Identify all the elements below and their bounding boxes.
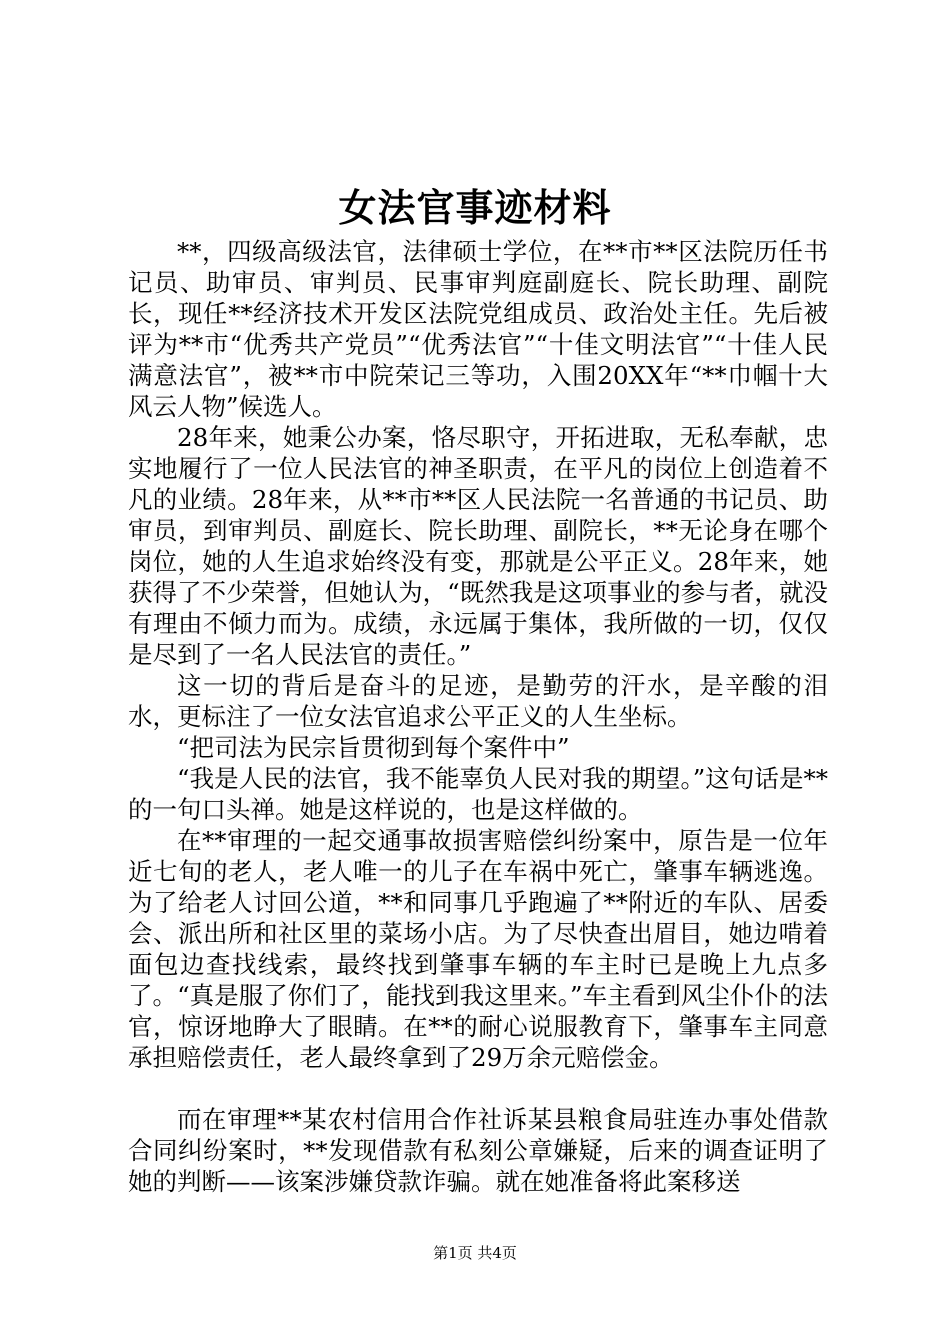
section-heading: “把司法为民宗旨贯彻到每个案件中”: [177, 733, 570, 762]
paragraph-intro: **，四级高级法官，法律硕士学位，在**市**区法院历任书记员、助审员、审判员、民事审判庭副庭长、院长助理、副院长，现任**经济技术开发区法院党组成员、政治处主任。先后被评为**市“优秀共产党员”“优秀法官”“十佳文明法官”“十佳人民满意法官”，被**市中院荣记三等功，入围20XX年“**巾帼十大风云人物”候选人。: [128, 237, 828, 421]
paragraph-28-years: 28年来，她秉公办案，恪尽职守，开拓进取，无私奉献，忠实地履行了一位人民法官的神圣职责，在平凡的岗位上创造着不凡的业绩。28年来，从**市**区人民法院一名普通的书记员、助审员，到审判员、副庭长、院长助理、副院长，**无论身在哪个岗位，她的人生追求始终没有变，那就是公平正义。28年来，她获得了不少荣誉，但她认为，“既然我是这项事业的参与者，就没有理由不倾力而为。成绩，永远属于集体，我所做的一切，仅仅是尽到了一名人民法官的责任。”: [128, 423, 828, 669]
paragraph-behind: 这一切的背后是奋斗的足迹，是勤劳的汗水，是辛酸的泪水，更标注了一位女法官追求公平正义的人生坐标。: [128, 671, 828, 731]
document-title: 女法官事迹材料: [338, 185, 612, 230]
paragraph-quote: “我是人民的法官，我不能辜负人民对我的期望。”这句话是**的一句口头禅。她是这样说的，也是这样做的。: [128, 764, 828, 824]
document-body: [128, 236, 828, 1197]
paragraph-traffic-case: 在**审理的一起交通事故损害赔偿纠纷案中，原告是一位年近七旬的老人，老人唯一的儿子在车祸中死亡，肇事车辆逃逸。为了给老人讨回公道，**和同事几乎跑遍了**附近的车队、居委会、派出所和社区里的菜场小店。为了尽快查出眉目，她边啃着面包边查找线索，最终找到肇事车辆的车主时已是晚上九点多了。“真是服了你们了，能找到我这里来。”车主看到风尘仆仆的法官，惊讶地睁大了眼睛。在**的耐心说服教育下，肇事车主同意承担赔偿责任，老人最终拿到了29万余元赔偿金。: [128, 826, 828, 1072]
page-footer: 第1页 共4页: [433, 1244, 517, 1262]
paragraph-loan-case: 而在审理**某农村信用合作社诉某县粮食局驻连办事处借款合同纠纷案时，**发现借款有私刻公章嫌疑，后来的调查证明了她的判断——该案涉嫌贷款诈骗。就在她准备将此案移送: [128, 1105, 828, 1196]
